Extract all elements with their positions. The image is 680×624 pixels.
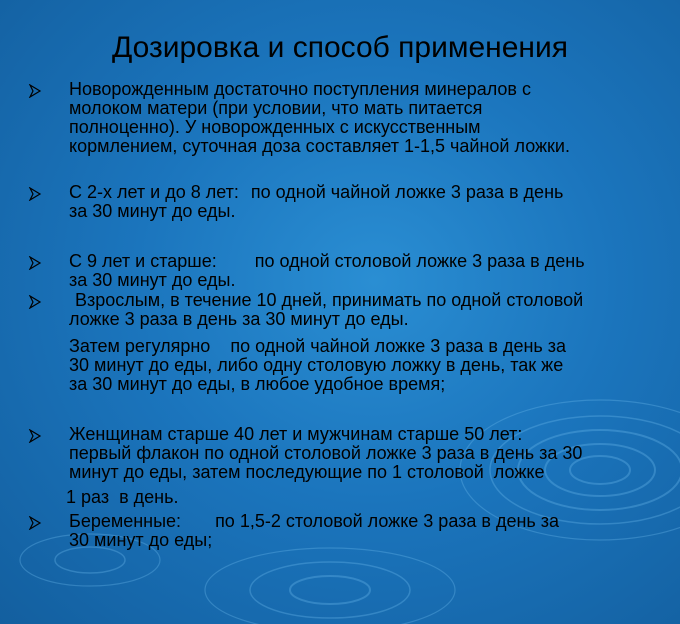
arrowhead-bullet-icon	[28, 516, 42, 530]
text-line: за 30 минут до еды, в любое удобное время;	[69, 374, 446, 394]
arrowhead-bullet-icon	[28, 84, 42, 98]
text-line: Затем регулярно по одной чайной ложке 3 раза в день за	[69, 336, 567, 356]
text-line: полноценно). У новорожденных с искусственным	[69, 117, 481, 137]
slide-title: Дозировка и способ применения	[111, 31, 568, 64]
dosage-text: по 1,5-2 столовой ложке 3 раза в день за	[215, 511, 560, 531]
text-line: за 30 минут до еды.	[69, 201, 236, 221]
text-line: ложке 3 раза в день за 30 минут до еды.	[69, 309, 409, 329]
text-line: за 30 минут до еды.	[69, 270, 236, 290]
text-line	[69, 512, 559, 531]
text-line: Женщинам старше 40 лет и мужчинам старше 50 лет:	[69, 424, 523, 444]
text-line: первый флакон по одной столовой ложке 3 раза в день за 30	[69, 443, 583, 463]
dosage-text: по одной чайной ложке 3 раза в день	[250, 182, 564, 202]
arrowhead-bullet-icon	[28, 295, 42, 309]
text-line	[69, 252, 585, 271]
arrowhead-bullet-icon	[28, 187, 42, 201]
text-line: 30 минут до еды, либо одну столовую ложку в день, так же	[69, 355, 564, 375]
text-line: минут до еды, затем последующие по 1 столовой ложке	[69, 462, 545, 482]
text-line: 1 раз в день.	[66, 487, 179, 507]
text-line: 30 минут до еды;	[69, 530, 213, 550]
text-line: Взрослым, в течение 10 дней, принимать по одной столовой	[75, 290, 584, 310]
text-line: кормлением, суточная доза составляет 1-1,5 чайной ложки.	[69, 136, 570, 156]
age-group-label: С 9 лет и старше:	[69, 251, 217, 271]
arrowhead-bullet-icon	[28, 429, 42, 443]
age-group-label: С 2-х лет и до 8 лет:	[69, 182, 239, 202]
group-label: Беременные:	[69, 511, 182, 531]
text-line: молоком матери (при условии, что мать питается	[69, 98, 483, 118]
text-line	[69, 183, 563, 202]
dosage-text: по одной столовой ложке 3 раза в день	[254, 251, 585, 271]
arrowhead-bullet-icon	[28, 256, 42, 270]
text-line: Новорожденным достаточно поступления минералов с	[69, 79, 531, 99]
